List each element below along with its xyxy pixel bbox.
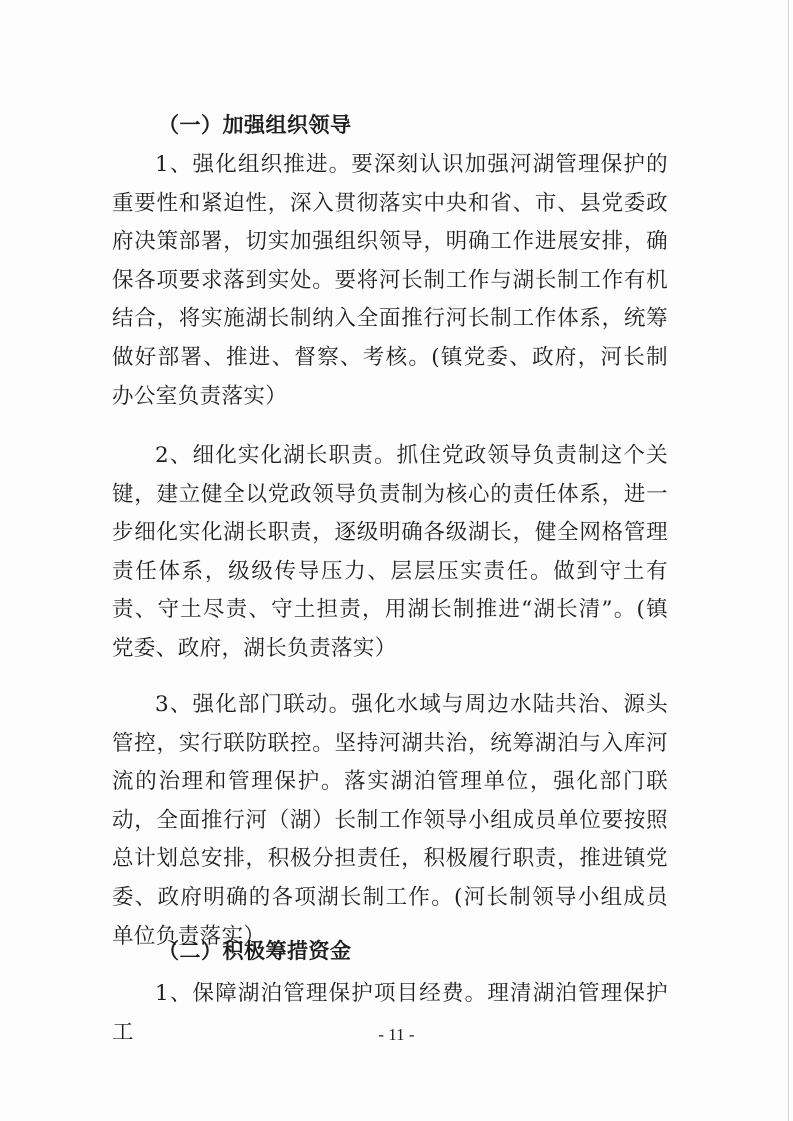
section-heading-2: （二）积极筹措资金 — [158, 938, 352, 963]
page-number: - 11 - — [378, 1025, 415, 1044]
paragraph-4: 1、保障湖泊管理保护项目经费。理清湖泊管理保护工 — [112, 981, 668, 1045]
section-heading-1: （一）加强组织领导 — [158, 112, 352, 137]
paragraph-1: 1、强化组织推进。要深刻认识加强河湖管理保护的重要性和紧迫性，深入贯彻落实中央和省、市、县党委政府决策部署，切实加强组织领导，明确工作进展安排，确保各项要求落到实处。要将河长制工作与湖长制工作有机结合，将实施湖长制纳入全面推行河长制工作体系，统筹做好部署、推进、督察、考核。(镇党委、政府，河长制办公室负责落实） — [112, 152, 668, 409]
paragraph-2: 2、细化实化湖长职责。抓住党政领导负责制这个关键，建立健全以党政领导负责制为核心的责任体系，进一步细化实化湖长职责，逐级明确各级湖长，健全网格管理责任体系，级级传导压力、层层压实责任。做到守土有责、守土尽责、守土担责，用湖长制推进“湖长清”。(镇党委、政府，湖长负责落实） — [112, 443, 668, 661]
paragraph-3: 3、强化部门联动。强化水域与周边水陆共治、源头管控，实行联防联控。坚持河湖共治，统筹湖泊与入库河流的治理和管理保护。落实湖泊管理单位，强化部门联动，全面推行河（湖）长制工作领导小组成员单位要按照总计划总安排，积极分担责任，积极履行职责，推进镇党委、政府明确的各项湖长制工作。(河长制领导小组成员单位负责落实） — [112, 692, 668, 949]
page-edge-divider — [788, 0, 789, 1121]
